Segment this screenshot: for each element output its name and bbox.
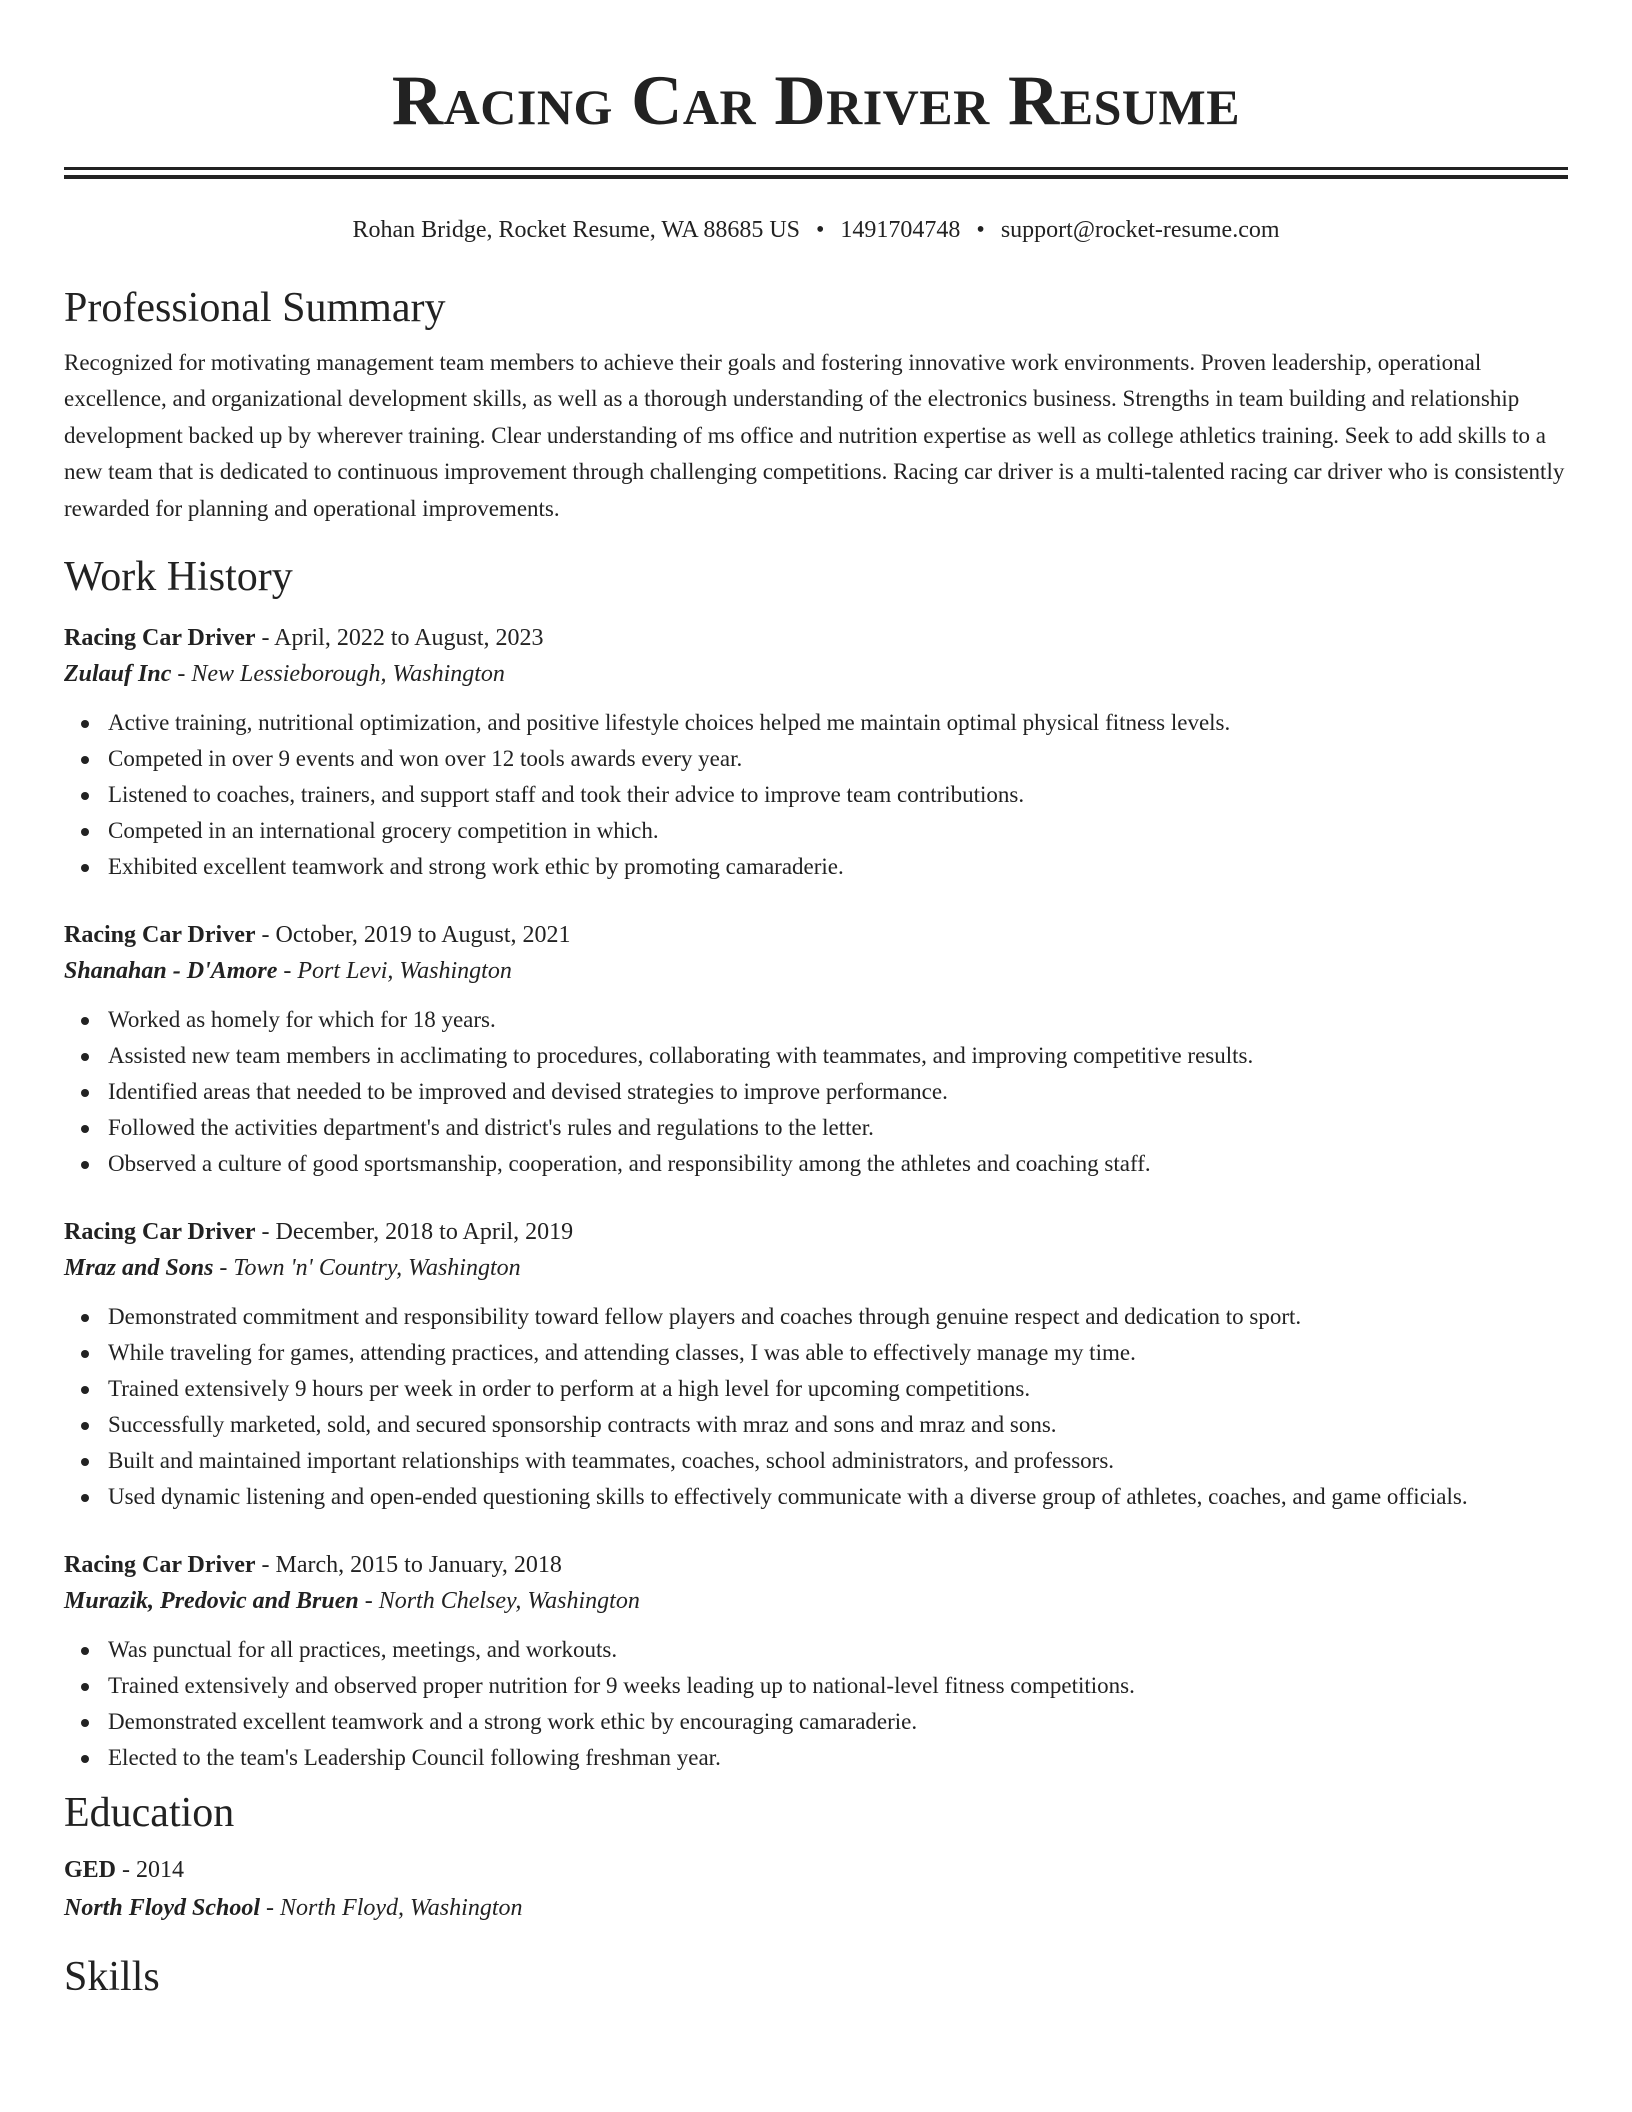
job-company-line: [64, 1582, 1568, 1620]
job-duties-list: [64, 1632, 1568, 1776]
summary-heading: Professional Summary: [64, 285, 446, 331]
list-item: Active training, nutritional optimization, and positive lifestyle choices helped me maintain optimal physical fitness levels.: [108, 705, 1568, 741]
job-title-line: [64, 1549, 1568, 1582]
contact-separator: •: [976, 217, 985, 243]
summary-text: Recognized for motivating management team members to achieve their goals and fostering innovative work environments. Proven leadership, operational excellence, and organizational development skills, as well as a thorough understanding of the electronics business. Strengths in team building and relationship development backed up by wherever training. Clear understanding of ms office and nutrition expertise as well as college athletics training. Seek to add skills to a new team that is dedicated to continuous improvement through challenging competitions. Racing car driver is a multi-talented racing car driver who is consistently rewarded for planning and operational improvements.: [64, 350, 1565, 521]
list-item: Trained extensively 9 hours per week in order to perform at a high level for upcoming competitions.: [108, 1371, 1568, 1407]
job-title-line: [64, 622, 1568, 655]
job-company: Murazik, Predovic and Bruen: [64, 1588, 359, 1615]
list-item: Worked as homely for which for 18 years.: [108, 1002, 1568, 1038]
job-location: - New Lessieborough, Washington: [171, 661, 505, 688]
title-divider-top: [64, 167, 1568, 170]
job-title-line: [64, 1216, 1568, 1249]
job-spacer: [64, 1182, 1568, 1196]
education-location: - North Floyd, Washington: [260, 1895, 523, 1922]
education-degree: GED: [64, 1857, 117, 1884]
job-duties-list: [64, 1299, 1568, 1515]
list-item: Competed in over 9 events and won over 12 tools awards every year.: [108, 741, 1568, 777]
job-duties-list: [64, 705, 1568, 885]
education-school: North Floyd School: [64, 1895, 261, 1922]
job-spacer: [64, 885, 1568, 899]
job-entry: [64, 1216, 1568, 1515]
list-item: Built and maintained important relationships with teammates, coaches, school administrators, and professors.: [108, 1443, 1568, 1479]
job-dates: - April, 2022 to August, 2023: [255, 625, 544, 652]
education-year: - 2014: [116, 1857, 185, 1884]
education-school-line: [64, 1888, 1568, 1928]
list-item: While traveling for games, attending practices, and attending classes, I was able to effectively manage my time.: [108, 1335, 1568, 1371]
list-item: Identified areas that needed to be improved and devised strategies to improve performance.: [108, 1074, 1568, 1110]
title-divider-bottom: [64, 175, 1568, 179]
contact-address: Rohan Bridge, Rocket Resume, WA 88685 US: [352, 217, 801, 243]
list-item: Competed in an international grocery competition in which.: [108, 813, 1568, 849]
job-dates: - October, 2019 to August, 2021: [255, 922, 571, 949]
job-location: - Town 'n' Country, Washington: [213, 1255, 521, 1282]
job-entry: [64, 1549, 1568, 1776]
list-item: Trained extensively and observed proper nutrition for 9 weeks leading up to national-level fitness competitions.: [108, 1668, 1568, 1704]
education-degree-line: [64, 1852, 1568, 1888]
resume-title: Racing Car Driver Resume: [391, 62, 1241, 140]
job-company-line: [64, 1249, 1568, 1287]
job-location: - Port Levi, Washington: [277, 958, 512, 985]
job-duties-list: [64, 1002, 1568, 1182]
job-title: Racing Car Driver: [64, 1552, 256, 1579]
job-company: Mraz and Sons: [64, 1255, 214, 1282]
job-title-line: [64, 919, 1568, 952]
list-item: Was punctual for all practices, meetings, and workouts.: [108, 1632, 1568, 1668]
job-title: Racing Car Driver: [64, 625, 256, 652]
list-item: Listened to coaches, trainers, and support staff and took their advice to improve team contributions.: [108, 777, 1568, 813]
job-dates: - December, 2018 to April, 2019: [255, 1219, 574, 1246]
job-company-line: [64, 952, 1568, 990]
job-company-line: [64, 655, 1568, 693]
list-item: Successfully marketed, sold, and secured sponsorship contracts with mraz and sons and mraz and sons.: [108, 1407, 1568, 1443]
job-location: - North Chelsey, Washington: [358, 1588, 640, 1615]
work-history-heading: Work History: [64, 554, 293, 601]
education-heading: Education: [64, 1790, 235, 1837]
contact-phone: 1491704748: [840, 217, 961, 243]
contact-line: [64, 215, 1568, 245]
job-spacer: [64, 1515, 1568, 1529]
list-item: Observed a culture of good sportsmanship, cooperation, and responsibility among the athletes and coaching staff.: [108, 1146, 1568, 1182]
list-item: Elected to the team's Leadership Council following freshman year.: [108, 1740, 1568, 1776]
job-entry: [64, 622, 1568, 885]
contact-email: support@rocket-resume.com: [1000, 217, 1280, 243]
job-entry: [64, 919, 1568, 1182]
contact-separator: •: [816, 217, 825, 243]
list-item: Assisted new team members in acclimating to procedures, collaborating with teammates, and improving competitive results.: [108, 1038, 1568, 1074]
list-item: Demonstrated excellent teamwork and a strong work ethic by encouraging camaraderie.: [108, 1704, 1568, 1740]
list-item: Followed the activities department's and district's rules and regulations to the letter.: [108, 1110, 1568, 1146]
skills-heading: Skills: [64, 1954, 160, 2001]
job-dates: - March, 2015 to January, 2018: [255, 1552, 562, 1579]
job-company: Shanahan - D'Amore: [64, 958, 278, 985]
list-item: Demonstrated commitment and responsibility toward fellow players and coaches through genuine respect and dedication to sport.: [108, 1299, 1568, 1335]
job-title: Racing Car Driver: [64, 1219, 256, 1246]
list-item: Exhibited excellent teamwork and strong work ethic by promoting camaraderie.: [108, 849, 1568, 885]
list-item: Used dynamic listening and open-ended questioning skills to effectively communicate with a diverse group of athletes, coaches, and game officials.: [108, 1479, 1568, 1515]
job-company: Zulauf Inc: [64, 661, 172, 688]
job-title: Racing Car Driver: [64, 922, 256, 949]
